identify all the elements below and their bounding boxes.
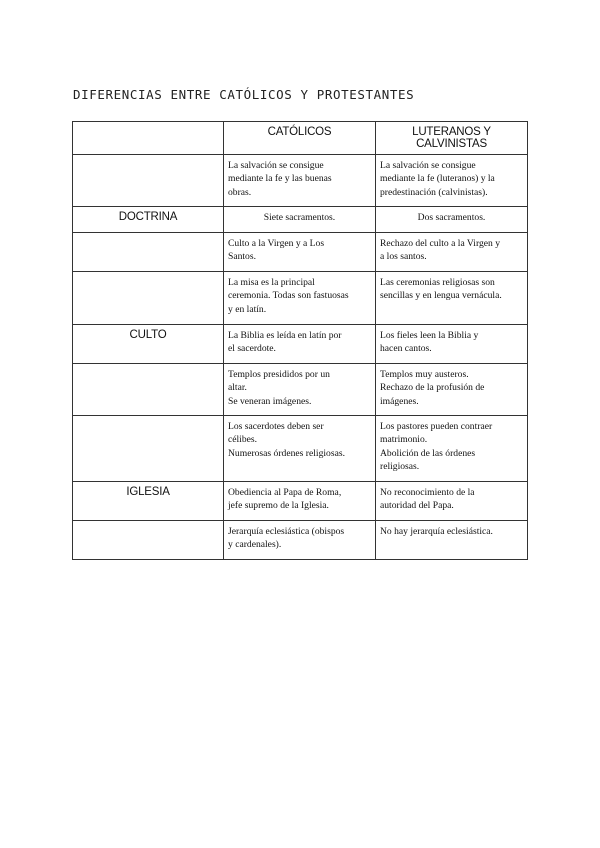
row-label bbox=[73, 233, 224, 272]
page-title: DIFERENCIAS ENTRE CATÓLICOS Y PROTESTANTES bbox=[73, 87, 415, 102]
table-row bbox=[73, 364, 528, 416]
table-row bbox=[73, 325, 528, 364]
header-protestantes: LUTERANOS Y CALVINISTAS bbox=[376, 122, 528, 155]
row-label bbox=[73, 272, 224, 325]
row-label bbox=[73, 155, 224, 207]
cell-protestantes: Rechazo del culto a la Virgen y a los santos. bbox=[376, 233, 528, 272]
cell-protestantes: Las ceremonias religiosas son sencillas y en lengua vernácula. bbox=[376, 272, 528, 325]
row-label bbox=[73, 521, 224, 560]
row-label: DOCTRINA bbox=[73, 207, 224, 233]
row-label bbox=[73, 364, 224, 416]
cell-catolicos: La Biblia es leída en latín por el sacerdote. bbox=[224, 325, 376, 364]
table-row bbox=[73, 416, 528, 482]
header-empty bbox=[73, 122, 224, 155]
header-catolicos: CATÓLICOS bbox=[224, 122, 376, 155]
cell-catolicos: La misa es la principal ceremonia. Todas son fastuosas y en latín. bbox=[224, 272, 376, 325]
cell-protestantes: Templos muy austeros. Rechazo de la profusión de imágenes. bbox=[376, 364, 528, 416]
cell-catolicos: Templos presididos por un altar. Se veneran imágenes. bbox=[224, 364, 376, 416]
row-label: IGLESIA bbox=[73, 482, 224, 521]
table-row bbox=[73, 272, 528, 325]
table-row bbox=[73, 521, 528, 560]
row-label: CULTO bbox=[73, 325, 224, 364]
table-row bbox=[73, 233, 528, 272]
cell-catolicos: Obediencia al Papa de Roma, jefe supremo de la Iglesia. bbox=[224, 482, 376, 521]
table-row bbox=[73, 207, 528, 233]
row-label bbox=[73, 416, 224, 482]
cell-protestantes: Los pastores pueden contraer matrimonio. Abolición de las órdenes religiosas. bbox=[376, 416, 528, 482]
cell-protestantes: No reconocimiento de la autoridad del Papa. bbox=[376, 482, 528, 521]
cell-protestantes: No hay jerarquía eclesiástica. bbox=[376, 521, 528, 560]
cell-protestantes: La salvación se consigue mediante la fe (luteranos) y la predestinación (calvinistas). bbox=[376, 155, 528, 207]
cell-protestantes: Los fieles leen la Biblia y hacen cantos. bbox=[376, 325, 528, 364]
cell-catolicos: Culto a la Virgen y a Los Santos. bbox=[224, 233, 376, 272]
cell-catolicos: Los sacerdotes deben ser célibes. Numerosas órdenes religiosas. bbox=[224, 416, 376, 482]
cell-catolicos: Jerarquía eclesiástica (obispos y cardenales). bbox=[224, 521, 376, 560]
cell-catolicos: Siete sacramentos. bbox=[224, 207, 376, 233]
comparison-table bbox=[72, 121, 528, 560]
table-row bbox=[73, 155, 528, 207]
table-row bbox=[73, 482, 528, 521]
cell-catolicos: La salvación se consigue mediante la fe y las buenas obras. bbox=[224, 155, 376, 207]
cell-protestantes: Dos sacramentos. bbox=[376, 207, 528, 233]
header-row bbox=[73, 122, 528, 155]
